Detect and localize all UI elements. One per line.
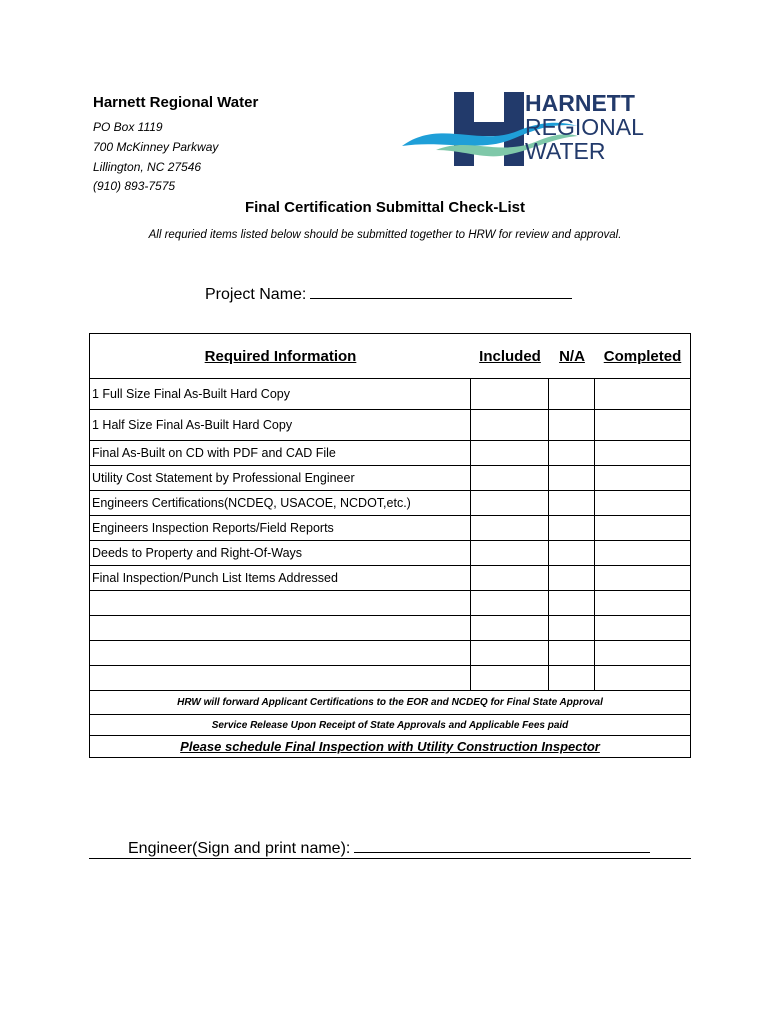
na-cell[interactable] [549,441,595,465]
item-label: Final As-Built on CD with PDF and CAD File [90,441,471,465]
table-row [90,490,690,515]
item-label[interactable] [90,616,471,640]
completed-cell[interactable] [595,410,690,440]
address-line: Lillington, NC 27546 [93,160,202,174]
table-row [90,590,690,615]
completed-cell[interactable] [595,441,690,465]
completed-cell[interactable] [595,491,690,515]
engineer-signature-label: Engineer(Sign and print name): [128,840,351,857]
completed-cell[interactable] [595,641,690,665]
included-cell[interactable] [471,591,549,615]
address-line: (910) 893-7575 [93,179,176,193]
included-cell[interactable] [471,541,549,565]
included-cell[interactable] [471,616,549,640]
logo-text-harnett: HARNETT [525,90,635,116]
na-cell[interactable] [549,410,595,440]
included-cell[interactable] [471,379,549,409]
item-label: 1 Full Size Final As-Built Hard Copy [90,379,471,409]
na-cell[interactable] [549,641,595,665]
engineer-signature-field[interactable] [128,838,650,858]
item-label[interactable] [90,666,471,690]
address-line: PO Box 1119 [93,120,163,134]
included-cell[interactable] [471,466,549,490]
included-cell[interactable] [471,441,549,465]
logo-text-water: WATER [525,138,606,164]
item-label: 1 Half Size Final As-Built Hard Copy [90,410,471,440]
header-included: Included [479,347,541,365]
table-row [90,378,690,409]
signature-underline [89,858,691,859]
na-cell[interactable] [549,379,595,409]
item-label: Engineers Inspection Reports/Field Reports [90,516,471,540]
na-cell[interactable] [549,516,595,540]
document-subtitle: All requried items listed below should be submitted together to HRW for review and approval. [148,229,622,241]
included-cell[interactable] [471,666,549,690]
na-cell[interactable] [549,591,595,615]
completed-cell[interactable] [595,516,690,540]
note-row-forward: HRW will forward Applicant Certifications to the EOR and NCDEQ for Final State Approval [90,690,690,714]
item-label: Utility Cost Statement by Professional Engineer [90,466,471,490]
completed-cell[interactable] [595,616,690,640]
header-completed: Completed [603,347,682,365]
table-row [90,409,690,440]
table-row [90,565,690,590]
na-cell[interactable] [549,616,595,640]
table-row [90,465,690,490]
project-name-label: Project Name: [205,286,307,303]
project-name-blank[interactable] [310,283,572,299]
table-row [90,440,690,465]
project-name-field[interactable] [205,283,572,304]
harnett-regional-water-logo [400,88,662,170]
table-row [90,665,690,690]
completed-cell[interactable] [595,541,690,565]
table-header-row [90,334,690,378]
item-label: Final Inspection/Punch List Items Addressed [90,566,471,590]
checklist-table [89,333,691,758]
logo-text-regional: REGIONAL [525,114,644,140]
completed-cell[interactable] [595,379,690,409]
completed-cell[interactable] [595,591,690,615]
included-cell[interactable] [471,410,549,440]
org-name: Harnett Regional Water [93,94,259,111]
table-row [90,515,690,540]
included-cell[interactable] [471,516,549,540]
completed-cell[interactable] [595,666,690,690]
item-label: Deeds to Property and Right-Of-Ways [90,541,471,565]
na-cell[interactable] [549,541,595,565]
item-label[interactable] [90,591,471,615]
document-title: Final Certification Submittal Check-List [244,199,526,216]
included-cell[interactable] [471,491,549,515]
address-line: 700 McKinney Parkway [93,140,219,154]
engineer-signature-blank[interactable] [354,838,650,853]
table-row [90,615,690,640]
completed-cell[interactable] [595,466,690,490]
item-label: Engineers Certifications(NCDEQ, USACOE, NCDOT,etc.) [90,491,471,515]
included-cell[interactable] [471,566,549,590]
included-cell[interactable] [471,641,549,665]
na-cell[interactable] [549,466,595,490]
table-row [90,540,690,565]
header-na: N/A [559,347,585,365]
note-row-schedule-inspection: Please schedule Final Inspection with Utility Construction Inspector [90,735,690,757]
completed-cell[interactable] [595,566,690,590]
na-cell[interactable] [549,566,595,590]
na-cell[interactable] [549,491,595,515]
note-row-service-release: Service Release Upon Receipt of State Approvals and Applicable Fees paid [90,714,690,735]
header-required-information: Required Information [204,347,357,365]
item-label[interactable] [90,641,471,665]
na-cell[interactable] [549,666,595,690]
table-row [90,640,690,665]
